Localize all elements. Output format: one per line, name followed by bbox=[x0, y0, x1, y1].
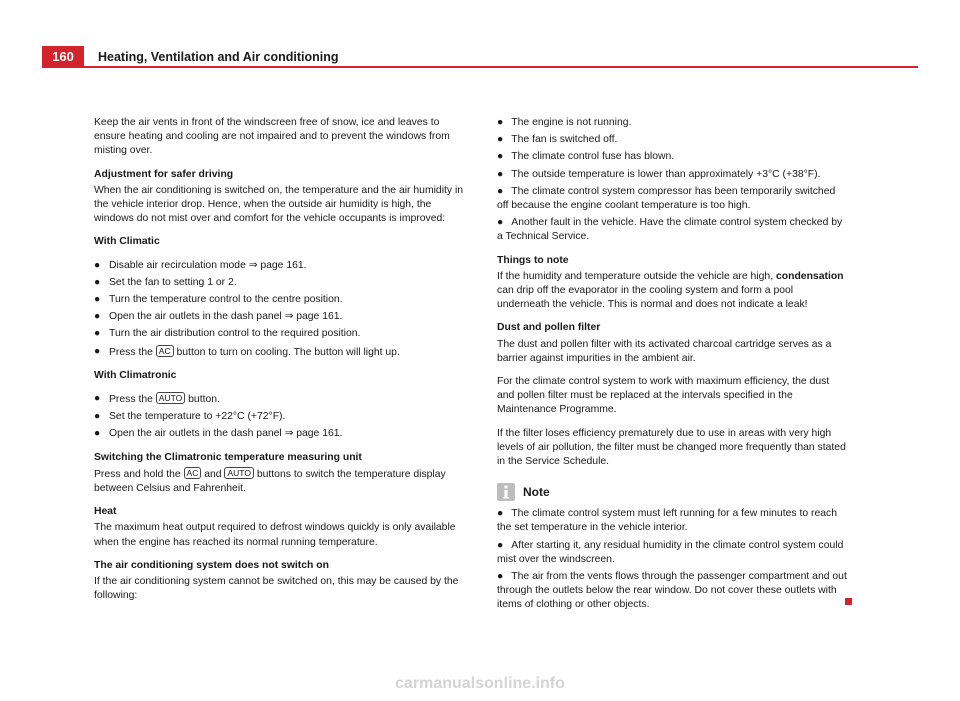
ac-key: AC bbox=[156, 345, 174, 357]
heat-text: The maximum heat output required to defrost windows quickly is only available when the engine has reached its normal running temperature. bbox=[94, 522, 456, 548]
list-item: ● Open the air outlets in the dash panel ⇒ page 161. bbox=[94, 311, 343, 323]
list-item: ● The engine is not running. bbox=[497, 117, 632, 128]
list-item: ● Set the temperature to +22°C (+72°F). bbox=[94, 411, 286, 423]
switch-unit-heading: Switching the Climatronic temperature measuring unit bbox=[94, 451, 362, 463]
safer-driving-heading: Adjustment for safer driving bbox=[94, 168, 234, 180]
list-item: ● The fan is switched off. bbox=[497, 134, 618, 146]
safer-driving-text: When the air conditioning is switched on, the temperature and the air humidity in the vehicle interior drop. Hence, when the outside air humidity is high, the windows do not mist over and comfort for the vehicle occupants is improved: bbox=[94, 184, 464, 225]
list-item: ● The climate control fuse has blown. bbox=[497, 151, 675, 163]
list-item: ● Disable air recirculation mode ⇒ page 161. bbox=[94, 259, 307, 271]
climatic-heading: With Climatic bbox=[94, 236, 160, 248]
note-header bbox=[497, 483, 847, 501]
list-item: ● The climate control system compressor has been temporarily switched off because the engine coolant temperature is too high. bbox=[497, 185, 836, 212]
climatronic-heading: With Climatronic bbox=[94, 369, 177, 381]
watermark: carmanualsonline.info bbox=[395, 675, 565, 692]
note-title: Note bbox=[523, 485, 550, 500]
list-item: ● After starting it, any residual humidity in the climate control system could mist over the windscreen. bbox=[497, 539, 844, 565]
filter-text-2: For the climate control system to work with maximum efficiency, the dust and pollen filter must be replaced at the intervals specified in the Maintenance Programme. bbox=[497, 376, 830, 416]
filter-heading: Dust and pollen filter bbox=[497, 322, 601, 334]
ac-key: AC bbox=[184, 467, 202, 479]
list-item: ● The air from the vents flows through the passenger compartment and out through the outlets below the rear window. Do not cover these outlets with items of clothing or other objects. bbox=[497, 571, 847, 611]
climatic-list bbox=[94, 259, 466, 360]
list-item: ● Set the fan to setting 1 or 2. bbox=[94, 276, 237, 288]
filter-text: The dust and pollen filter with its activated charcoal cartridge serves as a barrier against impurities in the ambient air. bbox=[497, 338, 832, 364]
page-header-title: Heating, Ventilation and Air conditioning bbox=[98, 50, 339, 64]
no-switch-heading: The air conditioning system does not switch on bbox=[94, 559, 329, 571]
things-to-note-heading: Things to note bbox=[497, 254, 569, 266]
intro-paragraph: Keep the air vents in front of the windscreen free of snow, ice and leaves to ensure heating and cooling are not impaired and to prevent the windows from misting over. bbox=[94, 117, 450, 157]
header-rule bbox=[84, 66, 918, 68]
climatronic-list bbox=[94, 392, 466, 442]
right-column bbox=[497, 116, 847, 616]
page-number: 160 bbox=[42, 46, 84, 68]
list-item: ● Turn the temperature control to the centre position. bbox=[94, 294, 343, 306]
list-item: ● The climate control system must left running for a few minutes to reach the set temperature in the vehicle interior. bbox=[497, 508, 837, 534]
switch-unit-text: Press and hold the AC and AUTO buttons to switch the temperature display between Celsius and Fahrenheit. bbox=[94, 467, 446, 495]
list-item: ● Turn the air distribution control to the required position. bbox=[94, 328, 361, 340]
info-icon bbox=[497, 483, 515, 501]
note-list bbox=[497, 507, 847, 612]
causes-list bbox=[497, 116, 847, 245]
list-item: ● Another fault in the vehicle. Have the climate control system checked by a Technical Service. bbox=[497, 217, 843, 243]
heat-heading: Heat bbox=[94, 506, 117, 518]
left-column bbox=[94, 116, 466, 612]
list-item: ● Open the air outlets in the dash panel ⇒ page 161. bbox=[94, 428, 343, 440]
list-item: ● Press the AC button to turn on cooling. The button will light up. bbox=[94, 345, 400, 358]
end-of-section-mark bbox=[845, 592, 852, 610]
list-item: ● The outside temperature is lower than approximately +3°C (+38°F). bbox=[497, 168, 821, 180]
auto-key: AUTO bbox=[224, 467, 253, 479]
filter-text-3: If the filter loses efficiency prematurely due to use in areas with very high levels of air pollution, the filter must be changed more frequently than stated in the Service Schedule. bbox=[497, 427, 846, 468]
list-item: ● Press the AUTO button. bbox=[94, 393, 220, 406]
auto-key: AUTO bbox=[156, 392, 185, 404]
no-switch-text: If the air conditioning system cannot be switched on, this may be caused by the following: bbox=[94, 576, 459, 602]
things-to-note-text: If the humidity and temperature outside the vehicle are high, condensation can drip off the evaporator in the cooling system and form a pool underneath the vehicle. This is normal and does not indicate a leak! bbox=[497, 270, 844, 311]
